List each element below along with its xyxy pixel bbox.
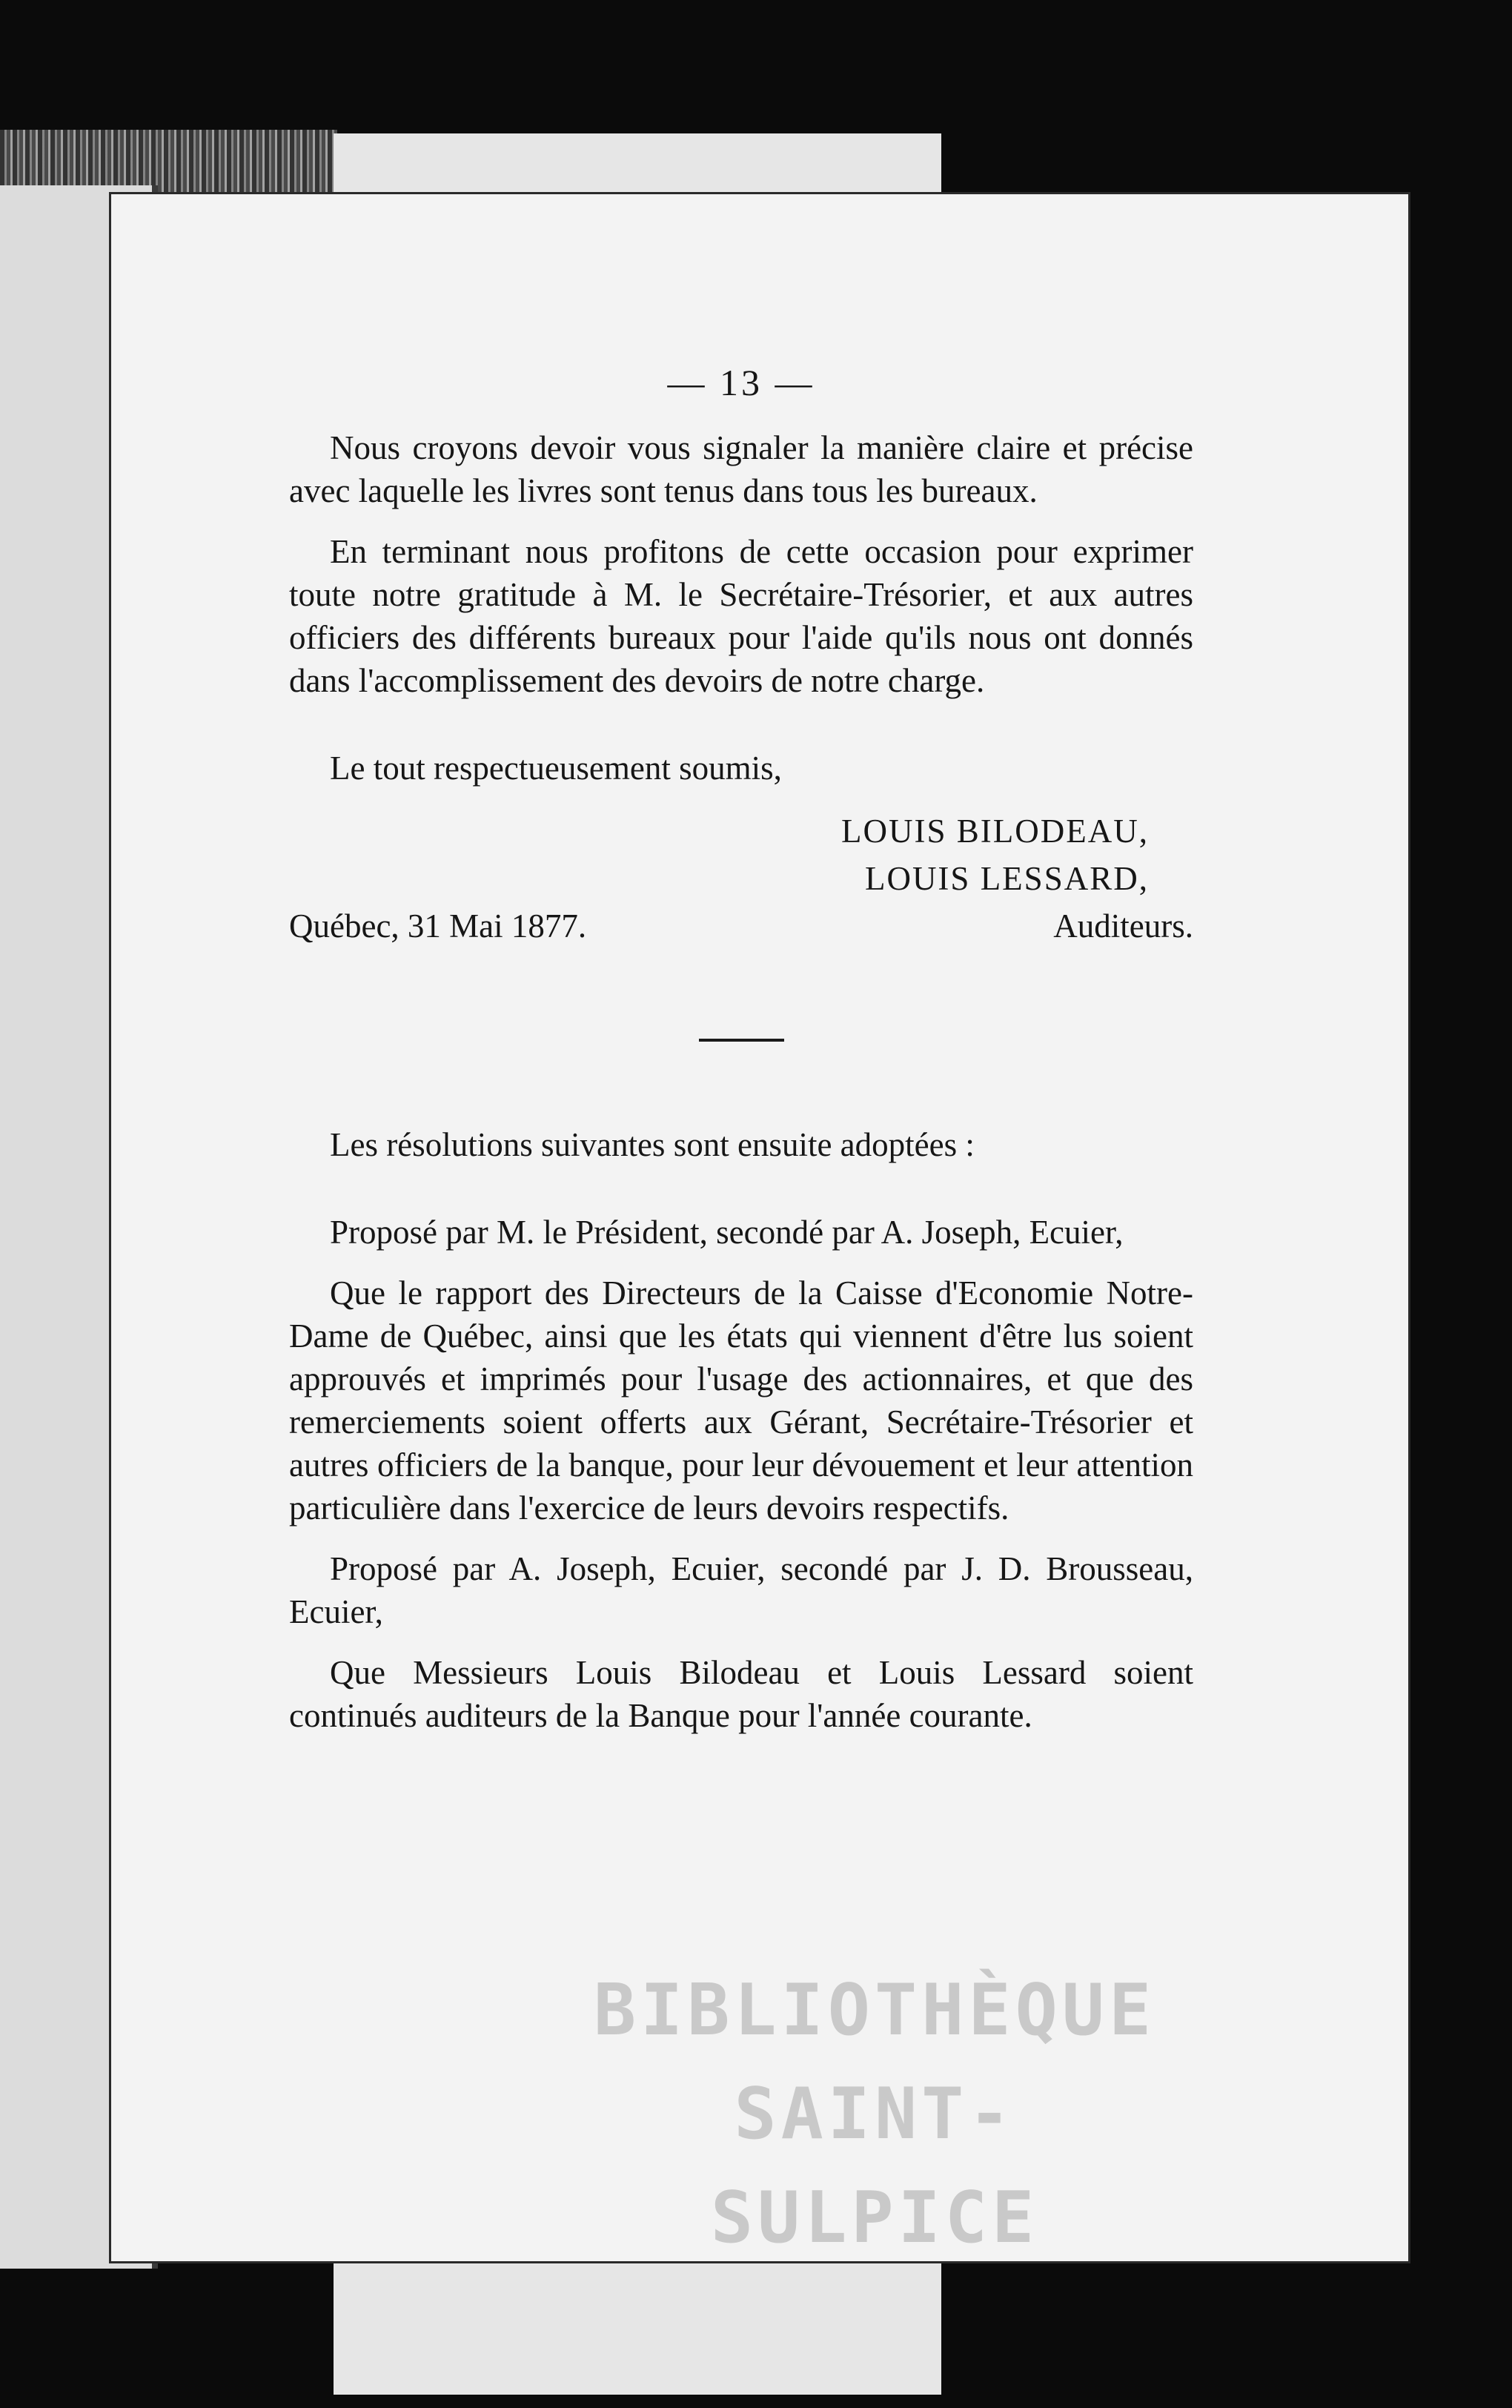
paragraph-submission: Le tout respectueusement soumis,	[330, 750, 782, 787]
report-date: Québec, 31 Mai 1877.	[289, 907, 587, 945]
resolution-1-proposal: Proposé par M. le Président, secondé par A. Joseph, Ecuier,	[330, 1214, 1124, 1251]
auditors-role: Auditeurs.	[1053, 907, 1193, 945]
paragraph-gratitude: En terminant nous profitons de cette occasion pour exprimer toute notre gratitude à M. le Secrétaire-Trésorier, et aux autres officiers des différents bureaux pour l'aide qu'ils nous ont donnés dans l'accomplissement des devoirs de notre charge.	[289, 533, 1193, 699]
page-number: — 13 —	[667, 362, 815, 403]
resolution-2-text: Que Messieurs Louis Bilodeau et Louis Lessard soient continués auditeurs de la Banque pour l'année courante.	[289, 1654, 1193, 1734]
date-role-row	[289, 902, 1193, 950]
stamp-line-2: SAINT-SULPICE	[710, 2074, 1039, 2259]
document-page	[111, 194, 1408, 2261]
stamp-line-1: BIBLIOTHÈQUE	[593, 1970, 1156, 2051]
resolution-1-text: Que le rapport des Directeurs de la Caisse d'Economie Notre-Dame de Québec, ainsi que les états qui viennent d'être lus soient approuvés et imprimés pour l'usage des actionnaires, et que des remerciements soient offerts aux Gérant, Secrétaire-Trésorier et autres officiers de la banque, pour leur dévouement et leur attention particulière dans l'exercice de leurs devoirs respectifs.	[289, 1274, 1193, 1526]
library-stamp	[593, 1959, 1156, 2270]
section-divider	[699, 1039, 784, 1042]
resolution-2-proposal: Proposé par A. Joseph, Ecuier, secondé par J. D. Brousseau, Ecuier,	[289, 1550, 1193, 1630]
paragraph-books: Nous croyons devoir vous signaler la manière claire et précise avec laquelle les livres sont tenus dans tous les bureaux.	[289, 429, 1193, 509]
signature-lessard: LOUIS LESSARD,	[864, 860, 1149, 897]
page-content	[289, 361, 1193, 1737]
signature-bilodeau: LOUIS BILODEAU,	[841, 813, 1149, 850]
resolutions-intro: Les résolutions suivantes sont ensuite adoptées :	[330, 1126, 975, 1163]
